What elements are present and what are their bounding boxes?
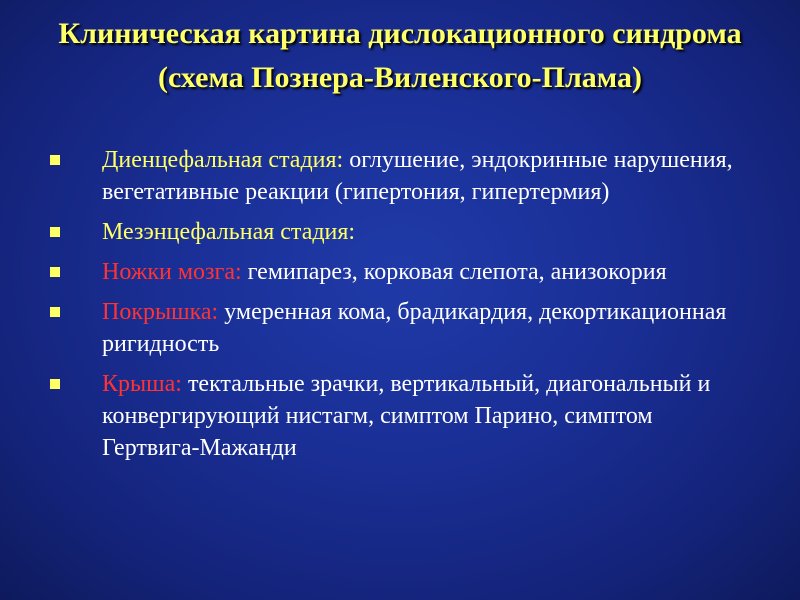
bullet-text: оглушение, эндокринные нарушения, вегетативные реакции (гипертония, гипертермия) — [102, 147, 733, 205]
bullet-text: гемипарез, корковая слепота, анизокория — [241, 259, 667, 285]
bullet-text: умеренная кома, брадикардия, декортикационная ригидность — [102, 299, 727, 357]
square-bullet-icon — [50, 307, 60, 317]
bullet-item-diencephalic — [44, 144, 744, 208]
slide-title: Клиническая картина дислокационного синдрома (схема Познера-Виленского-Плама) — [58, 17, 742, 94]
bullet-term: Диенцефальная стадия: — [102, 147, 344, 173]
bullet-term: Ножки мозга: — [102, 259, 242, 285]
square-bullet-icon — [50, 227, 60, 237]
bullet-list — [44, 144, 744, 472]
bullet-item-mesencephalic — [44, 216, 744, 248]
bullet-term: Мезэнцефальная стадия: — [102, 219, 356, 245]
square-bullet-icon — [50, 267, 60, 277]
bullet-item-cerebral-peduncles — [44, 256, 744, 288]
bullet-text: тектальные зрачки, вертикальный, диагональный и конвергирующий нистагм, симптом Парино, симптом Гертвига-Мажанди — [102, 371, 711, 461]
bullet-term: Крыша: — [102, 371, 182, 397]
bullet-term: Покрышка: — [102, 299, 219, 325]
square-bullet-icon — [50, 379, 60, 389]
bullet-item-tegmentum — [44, 296, 744, 360]
square-bullet-icon — [50, 155, 60, 165]
bullet-item-tectum — [44, 368, 744, 464]
